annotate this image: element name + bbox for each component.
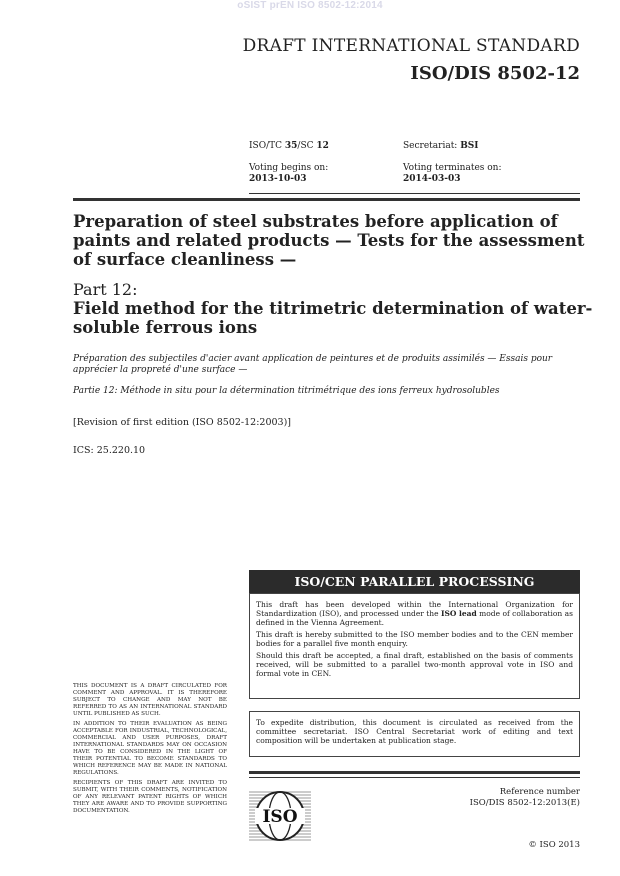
document-number: ISO/DIS 8502-12 xyxy=(410,63,580,84)
voting-terminates: Voting terminates on: 2014-03-03 xyxy=(403,163,502,184)
secretariat: Secretariat: BSI xyxy=(403,141,479,151)
french-title: Préparation des subjectiles d'acier avant application de peintures et de produits assimilés — Essais pour apprécier la propreté d'une surface — xyxy=(73,354,553,375)
french-part-title: Partie 12: Méthode in situ pour la détermination titrimétrique des ions ferreux hydrosolubles xyxy=(73,386,500,396)
parallel-processing-box xyxy=(249,593,580,699)
document-type: DRAFT INTERNATIONAL STANDARD xyxy=(242,36,580,56)
watermark: oSIST prEN ISO 8502-12:2014 xyxy=(237,0,383,11)
divider xyxy=(249,193,580,194)
revision-note: [Revision of first edition (ISO 8502-12:2003)] xyxy=(73,417,291,428)
document-title: Preparation of steel substrates before application of paints and related products — Tests for the assessment of surface cleanliness — xyxy=(73,212,585,269)
reference-number-label: Reference number xyxy=(499,787,580,797)
ics-code: ICS: 25.220.10 xyxy=(73,445,146,456)
svg-text:ISO: ISO xyxy=(262,807,298,827)
voting-begins: Voting begins on: 2013-10-03 xyxy=(249,163,329,184)
part-title: Field method for the titrimetric determination of water-soluble ferrous ions xyxy=(73,299,593,337)
committee: ISO/TC 35/SC 12 xyxy=(249,141,329,151)
parallel-processing-paragraph: This draft is hereby submitted to the ISO member bodies and to the CEN member bodies for a parallel five month enquiry. xyxy=(256,630,573,648)
divider xyxy=(249,777,580,778)
divider xyxy=(73,198,580,201)
parallel-processing-paragraph: This draft has been developed within the International Organization for Standardization (ISO), and processed under the ISO lead mode of collaboration as defined in the Vienna Agreement. xyxy=(256,600,573,627)
parallel-processing-paragraph: Should this draft be accepted, a final draft, established on the basis of comments received, will be submitted to a parallel two-month approval vote in ISO and formal vote in CEN. xyxy=(256,651,573,678)
divider xyxy=(249,771,580,774)
distribution-note: To expedite distribution, this document is circulated as received from the committee secretariat. ISO Central Secretariat work of editing and text composition will be undertaken at publication stage. xyxy=(249,711,580,757)
draft-disclaimer: THIS DOCUMENT IS A DRAFT CIRCULATED FOR COMMENT AND APPROVAL. IT IS THEREFORE SUBJECT TO CHANGE AND MAY NOT BE REFERRED TO AS AN INTERNATIONAL STANDARD UNTIL PUBLISHED AS SUCH. IN ADDITION TO THEIR EVALUATION AS BEING ACCEPTABLE FOR INDUSTRIAL, TECHNOLOGICAL, COMMERCIAL AND USER PURPOSES, DRAFT INTERNATIONAL STANDARDS MAY ON OCCASION HAVE TO BE CONSIDERED IN THE LIGHT OF THEIR POTENTIAL TO BECOME STANDARDS TO WHICH REFERENCE MAY BE MADE IN NATIONAL REGULATIONS. RECIPIENTS OF THIS DRAFT ARE INVITED TO SUBMIT, WITH THEIR COMMENTS, NOTIFICATION OF ANY RELEVANT PATENT RIGHTS OF WHICH THEY ARE AWARE AND TO PROVIDE SUPPORTING DOCUMENTATION. xyxy=(73,683,227,814)
parallel-processing-heading: ISO/CEN PARALLEL PROCESSING xyxy=(249,570,580,593)
iso-logo-icon xyxy=(249,790,311,842)
reference-number: ISO/DIS 8502-12:2013(E) xyxy=(469,798,580,808)
copyright: © ISO 2013 xyxy=(528,840,580,850)
part-label: Part 12: xyxy=(73,280,138,299)
